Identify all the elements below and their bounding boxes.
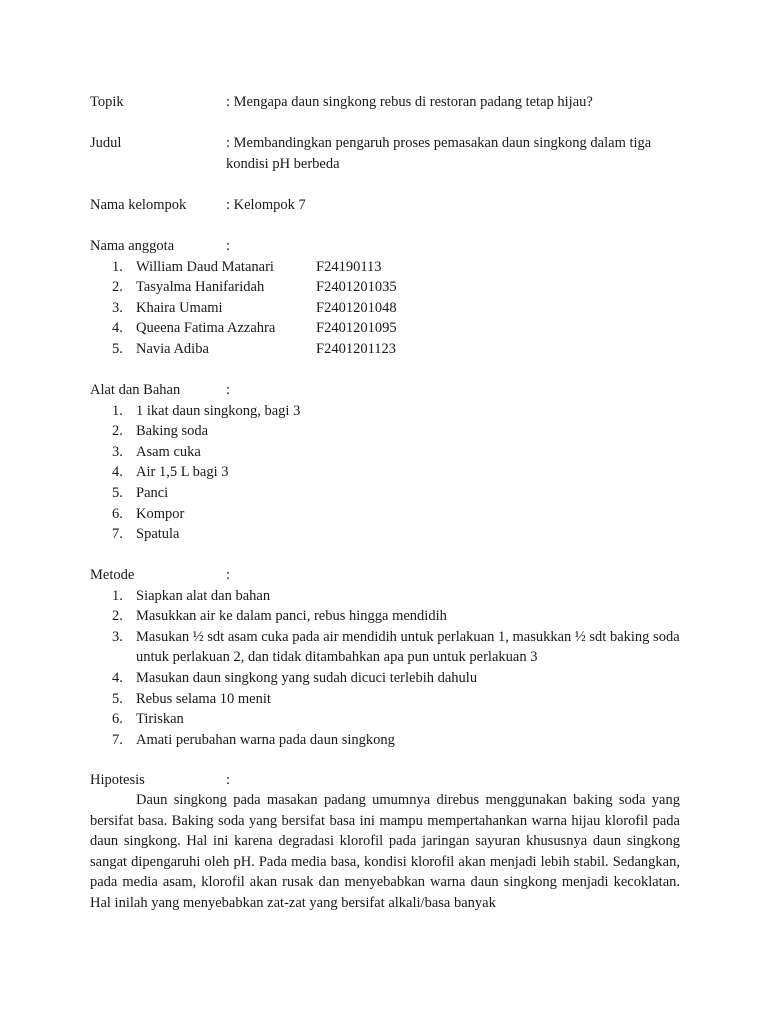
nama-kelompok-value: : Kelompok 7 bbox=[226, 197, 306, 213]
list-item bbox=[90, 627, 680, 668]
member-name: Khaira Umami bbox=[136, 299, 223, 316]
member-nim: F24190113 bbox=[316, 258, 382, 275]
nama-anggota-label: Nama anggota bbox=[90, 238, 175, 254]
alat-bahan-label: Alat dan Bahan bbox=[90, 382, 181, 398]
list-number: 4. bbox=[112, 464, 123, 481]
list-item bbox=[90, 421, 690, 442]
member-list bbox=[90, 257, 690, 360]
list-number: 2. bbox=[112, 423, 123, 440]
list-number: 1. bbox=[112, 587, 123, 604]
member-nim: F2401201095 bbox=[316, 320, 397, 337]
member-nim: F2401201123 bbox=[316, 340, 397, 357]
hipotesis-colon: : bbox=[226, 772, 231, 788]
member-nim: F2401201048 bbox=[316, 299, 397, 316]
member-name: Queena Fatima Azzahra bbox=[136, 320, 276, 337]
list-item-text: Masukkan air ke dalam panci, rebus hingga mendidih bbox=[136, 608, 447, 625]
hipotesis-paragraph: Daun singkong pada masakan padang umumnya direbus menggunakan baking soda yang bersifat basa. Baking soda yang bersifat basa ini mampu mempertahankan warna hijau klorofil pada daun singkong. Hal ini karena degradasi klorofil pada jaringan sayuran khususnya daun singkong sangat dipengaruhi oleh pH. Pada media basa, kondisi klorofil akan menjadi lebih stabil. Sedangkan, pada media asam, klorofil akan rusak dan menyebabkan warna daun singkong menjadi kecoklatan. Hal inilah yang menyebabkan zat-zat yang bersifat alkali/basa banyak bbox=[90, 792, 680, 911]
list-item-text: Tiriskan bbox=[136, 711, 184, 728]
list-item bbox=[90, 257, 690, 278]
alat-bahan-colon: : bbox=[226, 382, 231, 398]
list-number: 7. bbox=[112, 526, 123, 543]
nama-anggota-colon: : bbox=[226, 238, 231, 254]
list-number: 7. bbox=[112, 731, 123, 748]
list-number: 4. bbox=[112, 320, 123, 337]
list-item-text: Kompor bbox=[136, 505, 185, 522]
list-item-text: Panci bbox=[136, 484, 169, 501]
list-item-text: 1 ikat daun singkong, bagi 3 bbox=[136, 402, 301, 419]
list-item bbox=[90, 689, 680, 710]
list-item-text: Baking soda bbox=[136, 423, 209, 440]
list-item bbox=[90, 339, 690, 360]
list-item-text: Spatula bbox=[136, 526, 180, 543]
metode-label: Metode bbox=[90, 567, 135, 583]
list-item bbox=[90, 483, 690, 504]
list-item bbox=[90, 462, 690, 483]
topik-value: : Mengapa daun singkong rebus di restoran padang tetap hijau? bbox=[226, 94, 593, 110]
list-item bbox=[90, 277, 690, 298]
topik-label: Topik bbox=[90, 94, 124, 110]
judul-value: : Membandingkan pengaruh proses pemasakan daun singkong dalam tiga kondisi pH berbeda bbox=[226, 135, 652, 172]
list-item bbox=[90, 606, 680, 627]
list-item-text: Masukan ½ sdt asam cuka pada air mendidih untuk perlakuan 1, masukkan ½ sdt baking soda untuk perlakuan 2, dan tidak ditambahkan apa pun untuk perlakuan 3 bbox=[136, 628, 680, 666]
member-name: Tasyalma Hanifaridah bbox=[136, 279, 265, 296]
judul-label: Judul bbox=[90, 135, 122, 151]
list-number: 2. bbox=[112, 279, 123, 296]
list-item bbox=[90, 504, 690, 525]
list-number: 6. bbox=[112, 505, 123, 522]
list-item bbox=[90, 401, 690, 422]
list-number: 5. bbox=[112, 340, 123, 357]
list-number: 3. bbox=[112, 443, 123, 460]
list-number: 2. bbox=[112, 608, 123, 625]
list-number: 4. bbox=[112, 669, 123, 686]
list-number: 5. bbox=[112, 690, 123, 707]
member-name: Navia Adiba bbox=[136, 340, 209, 357]
list-item-text: Rebus selama 10 menit bbox=[136, 690, 271, 707]
list-item bbox=[90, 298, 690, 319]
nama-kelompok-label: Nama kelompok bbox=[90, 197, 187, 213]
list-number: 1. bbox=[112, 258, 123, 275]
list-item-text: Air 1,5 L bagi 3 bbox=[136, 464, 229, 481]
list-number: 1. bbox=[112, 402, 123, 419]
list-item bbox=[90, 586, 680, 607]
list-number: 3. bbox=[112, 628, 123, 645]
list-number: 3. bbox=[112, 299, 123, 316]
list-item bbox=[90, 709, 680, 730]
list-item bbox=[90, 318, 690, 339]
list-item-text: Amati perubahan warna pada daun singkong bbox=[136, 731, 395, 748]
list-item bbox=[90, 442, 690, 463]
list-item bbox=[90, 730, 680, 751]
member-name: William Daud Matanari bbox=[136, 258, 274, 275]
list-item bbox=[90, 668, 680, 689]
list-item bbox=[90, 524, 690, 545]
list-item-text: Asam cuka bbox=[136, 443, 201, 460]
metode-list bbox=[90, 586, 680, 751]
list-number: 6. bbox=[112, 711, 123, 728]
hipotesis-label: Hipotesis bbox=[90, 772, 145, 788]
list-item-text: Masukan daun singkong yang sudah dicuci terlebih dahulu bbox=[136, 669, 478, 686]
alat-bahan-list bbox=[90, 401, 690, 545]
list-number: 5. bbox=[112, 484, 123, 501]
list-item-text: Siapkan alat dan bahan bbox=[136, 587, 271, 604]
metode-colon: : bbox=[226, 567, 231, 583]
member-nim: F2401201035 bbox=[316, 279, 397, 296]
